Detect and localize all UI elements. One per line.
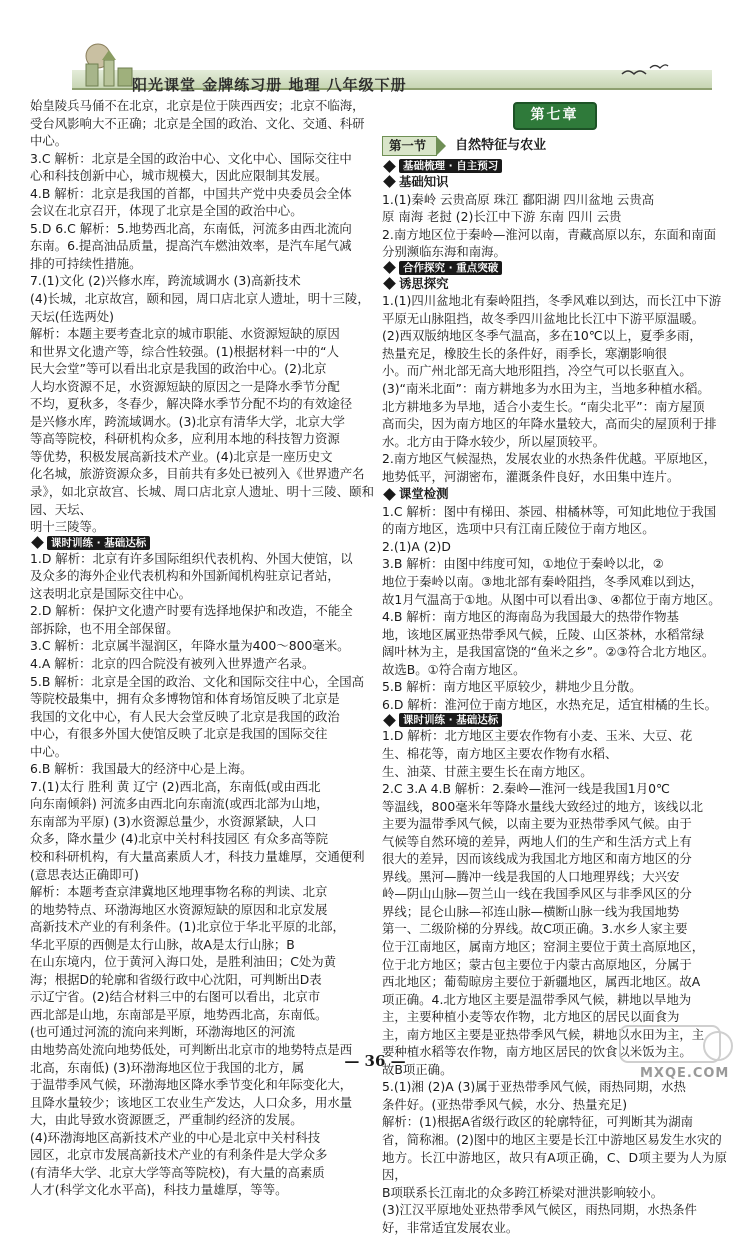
text-line: 的地势特点、环渤海地区水资源短缺的原因和北京发展 xyxy=(30,901,328,917)
chapter-badge: 第七章 xyxy=(513,102,597,130)
page-header xyxy=(0,0,750,92)
text-line: 部拆除，也不用全部保留。 xyxy=(30,620,179,636)
text-line: 北高，东南低) (3)环渤海地区位于我国的北方，属 xyxy=(30,1059,305,1075)
text-line: 中心。 xyxy=(30,743,68,759)
text-line: 民大会堂”等可以看出北京是我国的政治中心。(2)北京 xyxy=(30,361,327,377)
text-line: 位于北方地区；蒙古包主要位于内蒙古高原地区，分属于 xyxy=(382,956,692,972)
section-banner xyxy=(382,159,727,173)
text-line: 东南。6.提高油品质量，提高汽车燃油效率，是汽车尾气减 xyxy=(30,238,352,254)
section-banner-label: 课时训练 · 基础达标 xyxy=(399,713,502,727)
diamond-bullet-icon xyxy=(383,160,396,173)
text-line: 1.(1)四川盆地北有秦岭阻挡，冬季风难以到达，而长江中下游 xyxy=(382,293,722,309)
text-line: 中心，有很多外国大使馆反映了北京是我国的国际交往 xyxy=(30,726,328,742)
text-line: 2.南方地区位于秦岭—淮河以南，青藏高原以东，东面和南面 xyxy=(382,226,716,242)
text-line: 第一、二级阶梯的分界线。故C项正确。3.水乡人家主要 xyxy=(382,921,688,937)
text-line: 位于江南地区，属南方地区；窑洞主要位于黄土高原地区， xyxy=(382,938,705,954)
birds-icon xyxy=(620,60,670,84)
text-line: 化名城，旅游资源众多，目前共有多处已被列入《世界遗产名 xyxy=(30,466,365,482)
text-line: 人才(科学文化水平高)，科技力量雄厚，等等。 xyxy=(30,1182,288,1198)
section-heading xyxy=(382,135,727,157)
text-line: 6.B 解析：我国最大的经济中心是上海。 xyxy=(30,761,253,777)
text-line: 5.B 解析：南方地区平原较少，耕地少且分散。 xyxy=(382,679,642,695)
text-line: 中心。 xyxy=(30,133,68,149)
text-line: 界线；昆仑山脉—祁连山脉—横断山脉一线为我国地势 xyxy=(382,903,680,919)
text-line: 小。而广州北部无高大地形阻挡，冷空气可以长驱直入。 xyxy=(382,363,692,379)
text-line: 心和科技创新中心，城市规模大，因此应限制其发展。 xyxy=(30,168,328,184)
section-banner-label: 课时训练 · 基础达标 xyxy=(47,536,150,550)
chapter-heading xyxy=(382,97,727,135)
text-line: 华北平原的西侧是太行山脉，故A是太行山脉；B xyxy=(30,936,295,952)
diamond-bullet-icon xyxy=(383,714,396,727)
text-line: 会议在北京召开，体现了北京是全国的政治中心。 xyxy=(30,203,303,219)
text-line: 这表明北京是国际交往中心。 xyxy=(30,585,192,601)
section-banner-label: 合作探究 · 重点突破 xyxy=(399,261,502,275)
text-line: 众多，降水量少 (4)北京中关村科技园区 有众多高等院 xyxy=(30,831,329,847)
left-column xyxy=(30,97,374,1199)
text-line: 地方。长江中游地区，故只有A项正确，C、D项主要为人为原因， xyxy=(382,1149,727,1183)
watermark-text: MXQE.COM xyxy=(640,1066,730,1081)
text-line: 东南部为平原) (3)水资源总量少，水资源紧缺，人口 xyxy=(30,813,317,829)
text-line: 分别濒临东海和南海。 xyxy=(382,244,506,260)
text-line: 是兴修水库，跨流域调水。(3)北京有清华大学，北京大学 xyxy=(30,413,345,429)
text-line: 6.D 解析：淮河位于南方地区，水热充足，适宜柑橘的生长。 xyxy=(382,696,718,712)
section-tag: 第一节 xyxy=(382,136,437,156)
text-line: 阔叶林为主，是我国富饶的“鱼米之乡”。②③符合北方地区。 xyxy=(382,644,715,660)
section-banner xyxy=(382,261,727,275)
text-line: 平原无山脉阻挡，故冬季四川盆地比长江中下游平原温暖。 xyxy=(382,310,705,326)
subsection-heading xyxy=(382,485,727,503)
text-line: 地势低平，河湖密布，灌溉条件良好，水田集中连片。 xyxy=(382,468,680,484)
diamond-bullet-icon xyxy=(383,488,396,501)
text-line: 5.B 解析：北京是全国的政治、文化和国际交往中心，全国高 xyxy=(30,673,365,689)
text-line: 地，该地区属亚热带季风气候，丘陵、山区茶林，水稻常绿 xyxy=(382,626,705,642)
text-line: 原 南海 老挝 (2)长江中下游 东南 四川 云贵 xyxy=(382,209,622,225)
text-line: 受台风影响大不正确；北京是全国的政治、文化、交通、科研 xyxy=(30,115,365,131)
subsection-label: 基础知识 xyxy=(399,174,449,189)
text-line: 好，非常适宜发展农业。 xyxy=(382,1219,519,1235)
text-line: 5.(1)湘 (2)A (3)属于亚热带季风气候，雨热同期，水热 xyxy=(382,1079,686,1095)
diamond-bullet-icon xyxy=(31,536,44,549)
text-line: (3)江汉平原地处亚热带季风气候区，雨热同期，水热条件 xyxy=(382,1202,697,1218)
diamond-bullet-icon xyxy=(383,277,396,290)
text-line: 不均，夏秋多，冬春少，解决降水季节分配不均的有效途径 xyxy=(30,396,353,412)
text-line: 人均水资源不足，水资源短缺的原因之一是降水季节分配 xyxy=(30,378,340,394)
text-line: 4.B 解析：北京是我国的首都，中国共产党中央委员会全体 xyxy=(30,185,352,201)
text-line: 气候等自然环境的差异，两地人们的生产和生活方式上有 xyxy=(382,833,692,849)
text-line: (4)环渤海地区高新技术产业的中心是北京中关村科技 xyxy=(30,1129,321,1145)
text-line: 1.D 解析：北京有许多国际组织代表机构、外国大使馆，以 xyxy=(30,550,353,566)
text-line: 始皇陵兵马俑不在北京，北京是位于陕西西安；北京不临海， xyxy=(30,98,365,113)
text-line: 生、油菜、甘蔗主要生长在南方地区。 xyxy=(382,763,593,779)
text-line: 和世界文化遗产等，综合性较强。(1)根据材料一中的“人 xyxy=(30,343,339,359)
text-line: 海；根据D的轮廓和省级行政中心沈阳，可判断出D表 xyxy=(30,971,322,987)
text-line: 于温带季风气候，环渤海地区降水季节变化和年际变化大， xyxy=(30,1077,353,1093)
text-line: 西北地区；葡萄晾房主要位于新疆地区，属西北地区。故A xyxy=(382,974,701,990)
subsection-label: 课堂检测 xyxy=(399,486,449,502)
text-line: 2.D 解析：保护文化遗产时要有选择地保护和改造，不能全 xyxy=(30,603,353,619)
text-line: (3)“南米北面”：南方耕地多为水田为主，当地多种植水稻。 xyxy=(382,381,710,397)
text-line: 热量充足，橡胶生长的条件好，雨季长，寒潮影响很 xyxy=(382,345,667,361)
subsection-label: 诱思探究 xyxy=(399,275,449,291)
text-line: 1.C 解析：图中有梯田、茶园、柑橘林等，可知此地位于我国 xyxy=(382,503,717,519)
text-line: 条件好。(亚热带季风气候，水分、热量充足) xyxy=(382,1096,628,1112)
text-line: 等院校最集中，拥有众多博物馆和体育场馆反映了北京是 xyxy=(30,691,340,707)
text-line: 明十三陵等。 xyxy=(30,519,105,535)
text-line: 故1月气温高于①地。从图中可以看出③、④都位于南方地区。 xyxy=(382,591,721,607)
subsection-heading xyxy=(382,173,727,191)
page-number: — 36 — xyxy=(344,1052,406,1070)
text-line: 的南方地区，选项中只有江南丘陵位于南方地区。 xyxy=(382,521,655,537)
text-line: 且降水量较少；该地区工农业生产发达，人口众多，用水量 xyxy=(30,1094,353,1110)
text-line: 及众多的海外企业代表机构和外国新闻机构驻京记者站， xyxy=(30,568,340,584)
text-line: 3.C 解析：北京属半湿润区，年降水量为400～800毫米。 xyxy=(30,638,350,654)
text-line: 故B项正确。 xyxy=(382,1061,453,1077)
text-line: 要种植水稻等农作物，南方地区居民的饮食以米饭为主。 xyxy=(382,1044,692,1060)
text-line: 解析：本题考查京津冀地区地理事物名称的判读、北京 xyxy=(30,884,328,900)
text-line: 等高等院校，科研机构众多，应利用本地的科技智力资源 xyxy=(30,431,340,447)
text-line: 主，南方地区主要是亚热带季风气候，耕地以水田为主，主 xyxy=(382,1026,705,1042)
text-line: 在山东境内，位于黄河入海口处，是胜利油田；C处为黄 xyxy=(30,954,337,970)
text-line: 天坛(任选两处) xyxy=(30,308,115,324)
text-line: 水。北方由于降水较少，所以屋顶较平。 xyxy=(382,433,606,449)
text-line: B项联系长江南北的众多跨江桥梁对泄洪影响较小。 xyxy=(382,1184,664,1200)
text-line: 解析：本题主要考查北京的城市职能、水资源短缺的原因 xyxy=(30,326,340,342)
text-line: 主，主要种植小麦等农作物，北方地区的居民以面食为 xyxy=(382,1009,680,1025)
diamond-bullet-icon xyxy=(383,175,396,188)
text-line: 地位于秦岭以南。③地北部有秦岭阻挡，冬季风难以到达， xyxy=(382,574,703,590)
text-line: (意思表达正确即可) xyxy=(30,866,139,882)
text-line: 岭—阴山山脉—贺兰山一线在我国季风区与非季风区的分 xyxy=(382,886,692,902)
text-line: 北方耕地多为旱地，适合小麦生长。“南尖北平”：南方屋顶 xyxy=(382,398,705,414)
text-line: 故选B。①符合南方地区。 xyxy=(382,661,526,677)
text-line: 2.(1)A (2)D xyxy=(382,538,451,554)
text-line: 1.(1)秦岭 云贵高原 珠江 鄱阳湖 四川盆地 云贵高 xyxy=(382,191,655,207)
text-line: 3.B 解析：由图中纬度可知，①地位于秦岭以北，② xyxy=(382,556,664,572)
text-line: 7.(1)太行 胜利 黄 辽宁 (2)西北高，东南低(或由西北 xyxy=(30,778,321,794)
text-line: 录》，如北京故宫、长城、周口店北京人遗址、明十三陵、颐和园、天坛、 xyxy=(30,484,374,517)
text-line: 7.(1)文化 (2)兴修水库，跨流域调水 (3)高新技术 xyxy=(30,273,301,289)
text-line: (4)长城，北京故宫，颐和园，周口店北京人遗址，明十三陵， xyxy=(30,291,370,307)
text-line: 等优势，积极发展高新技术产业。(4)北京是一座历史文 xyxy=(30,448,333,464)
text-line: 校和科研机构，有大量高素质人才，科技力量雄厚，交通便利 xyxy=(30,848,365,864)
text-line: 3.C 解析：北京是全国的政治中心、文化中心、国际交往中 xyxy=(30,150,352,166)
castle-logo-icon xyxy=(78,42,140,88)
text-line: 主要为温带季风气候，以南主要为亚热带季风气候。由于 xyxy=(382,816,692,832)
text-line: 由地势高处流向地势低处，可判断出北京市的地势特点是西 xyxy=(30,1041,353,1057)
text-line: 西北部是山地，东南部是平原，地势西北高，东南低。 xyxy=(30,1006,328,1022)
text-line: 生、棉花等，南方地区主要农作物有水稻、 xyxy=(382,745,618,761)
text-line: 排的可持续性措施。 xyxy=(30,255,142,271)
text-line: 省，简称湘。(2)图中的地区主要是长江中游地区易发生水灾的 xyxy=(382,1131,722,1147)
text-line: (也可通过河流的流向来判断，环渤海地区的河流 xyxy=(30,1024,296,1040)
text-line: 项正确。4.北方地区主要是温带季风气候，耕地以旱地为 xyxy=(382,991,692,1007)
section-title: 自然特征与农业 xyxy=(455,138,547,154)
section-banner-label: 基础梳理 · 自主预习 xyxy=(399,159,502,173)
text-line: 5.D 6.C 解析：5.地势西北高，东南低，河流多由西北流向 xyxy=(30,220,352,236)
header-title: 阳光课堂 金牌练习册 地理 八年级下册 xyxy=(132,76,407,94)
section-banner xyxy=(30,536,374,550)
subsection-heading xyxy=(382,275,727,293)
text-line: 高而尖，因为南方地区的年降水量较大，高而尖的屋顶利于排 xyxy=(382,416,717,432)
text-line: 园区，北京市发展高新技术产业的有利条件是大学众多 xyxy=(30,1147,328,1163)
text-line: 很大的差异，因而该线成为我国北方地区和南方地区的分 xyxy=(382,851,692,867)
diamond-bullet-icon xyxy=(383,261,396,274)
text-line: 4.B 解析：南方地区的海南岛为我国最大的热带作物基 xyxy=(382,609,679,625)
text-line: 示辽宁省。(2)结合材料三中的右图可以看出，北京市 xyxy=(30,989,321,1005)
text-line: 等温线，800毫米年等降水量线大致经过的地方，该线以北 xyxy=(382,798,704,814)
text-line: 大，由此导致水资源匮乏，严重制约经济的发展。 xyxy=(30,1112,303,1128)
text-line: (2)西双版纳地区冬季气温高，多在10℃以上，夏季多雨， xyxy=(382,328,702,344)
text-line: 解析：(1)根据A省级行政区的轮廓特征，可判断其为湖南 xyxy=(382,1114,694,1130)
text-line: 4.A 解析：北京的四合院没有被列入世界遗产名录。 xyxy=(30,655,315,671)
text-line: 向东南倾斜) 河流多由西北向东南流(或西北部为山地， xyxy=(30,796,329,812)
text-line: 高新技术产业的有利条件。(1)北京位于华北平原的北部， xyxy=(30,919,345,935)
text-line: 我国的文化中心，有人民大会堂反映了北京是我国的政治 xyxy=(30,708,340,724)
text-line: (有清华大学、北京大学等高等院校)，有大量的高素质 xyxy=(30,1164,325,1180)
text-line: 2.C 3.A 4.B 解析：2.秦岭—淮河一线是我国1月0℃ xyxy=(382,781,670,797)
text-line: 1.D 解析：北方地区主要农作物有小麦、玉米、大豆、花 xyxy=(382,728,693,744)
text-line: 2.南方地区气候湿热，发展农业的水热条件优越。平原地区， xyxy=(382,451,716,467)
text-line: 界线。黑河—腾冲一线是我国的人口地理界线；大兴安 xyxy=(382,868,680,884)
section-banner xyxy=(382,713,727,727)
